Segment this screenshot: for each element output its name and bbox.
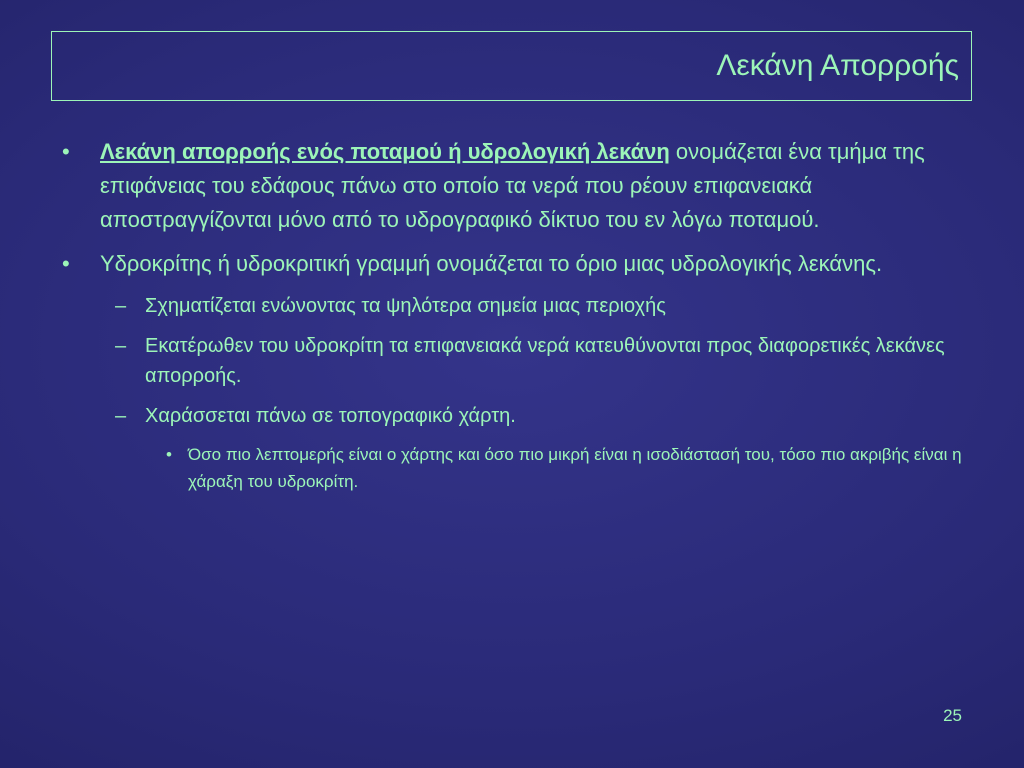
bullet-marker: • [62,139,70,164]
divide-definition-text: Υδροκρίτης ή υδροκριτική γραμμή ονομάζεται το όριο μιας υδρολογικής λεκάνης. [100,251,883,276]
sub-bullet-text: Εκατέρωθεν του υδροκρίτη τα επιφανειακά νερά κατευθύνονται προς διαφορετικές λεκάνες απορροής. [145,335,945,387]
slide-content [62,135,962,495]
watershed-term: Λεκάνη απορροής ενός ποταμού ή υδρολογική λεκάνη [100,139,670,164]
dash-marker: – [115,335,127,357]
title-frame [51,31,972,101]
watershed-definition-text: ονομάζεται ένα τμήμα της επιφάνειας του εδάφους πάνω στο οποίο τα νερά που ρέουν επιφανειακά αποστραγγίζονται μόνο από το υδρογραφικό δίκτυο του εν λόγω ποταμού. [100,139,925,232]
bullet-divide-definition [62,247,962,281]
bullet-marker: • [62,251,70,276]
bullet-marker: • [166,445,172,464]
sub-bullet-highest-points [115,291,962,321]
page-number: 25 [943,706,962,725]
sub-bullet-topographic-map [115,401,962,431]
dash-marker: – [115,405,127,427]
sub-bullet-text: Χαράσσεται πάνω σε τοπογραφικό χάρτη. [145,405,516,427]
sub-bullet-flow-direction [115,331,962,391]
sub-sub-bullet-map-accuracy [166,441,962,495]
slide-title: Λεκάνη Απορροής [716,49,959,82]
bullet-watershed-definition [62,135,962,237]
sub-bullet-text: Σχηματίζεται ενώνοντας τα ψηλότερα σημεία μιας περιοχής [145,295,666,317]
sub-sub-bullet-text: Όσο πιο λεπτομερής είναι ο χάρτης και όσο πιο μικρή είναι η ισοδιάστασή του, τόσο πιο ακριβής είναι η χάραξη του υδροκρίτη. [188,445,962,491]
dash-marker: – [115,295,127,317]
